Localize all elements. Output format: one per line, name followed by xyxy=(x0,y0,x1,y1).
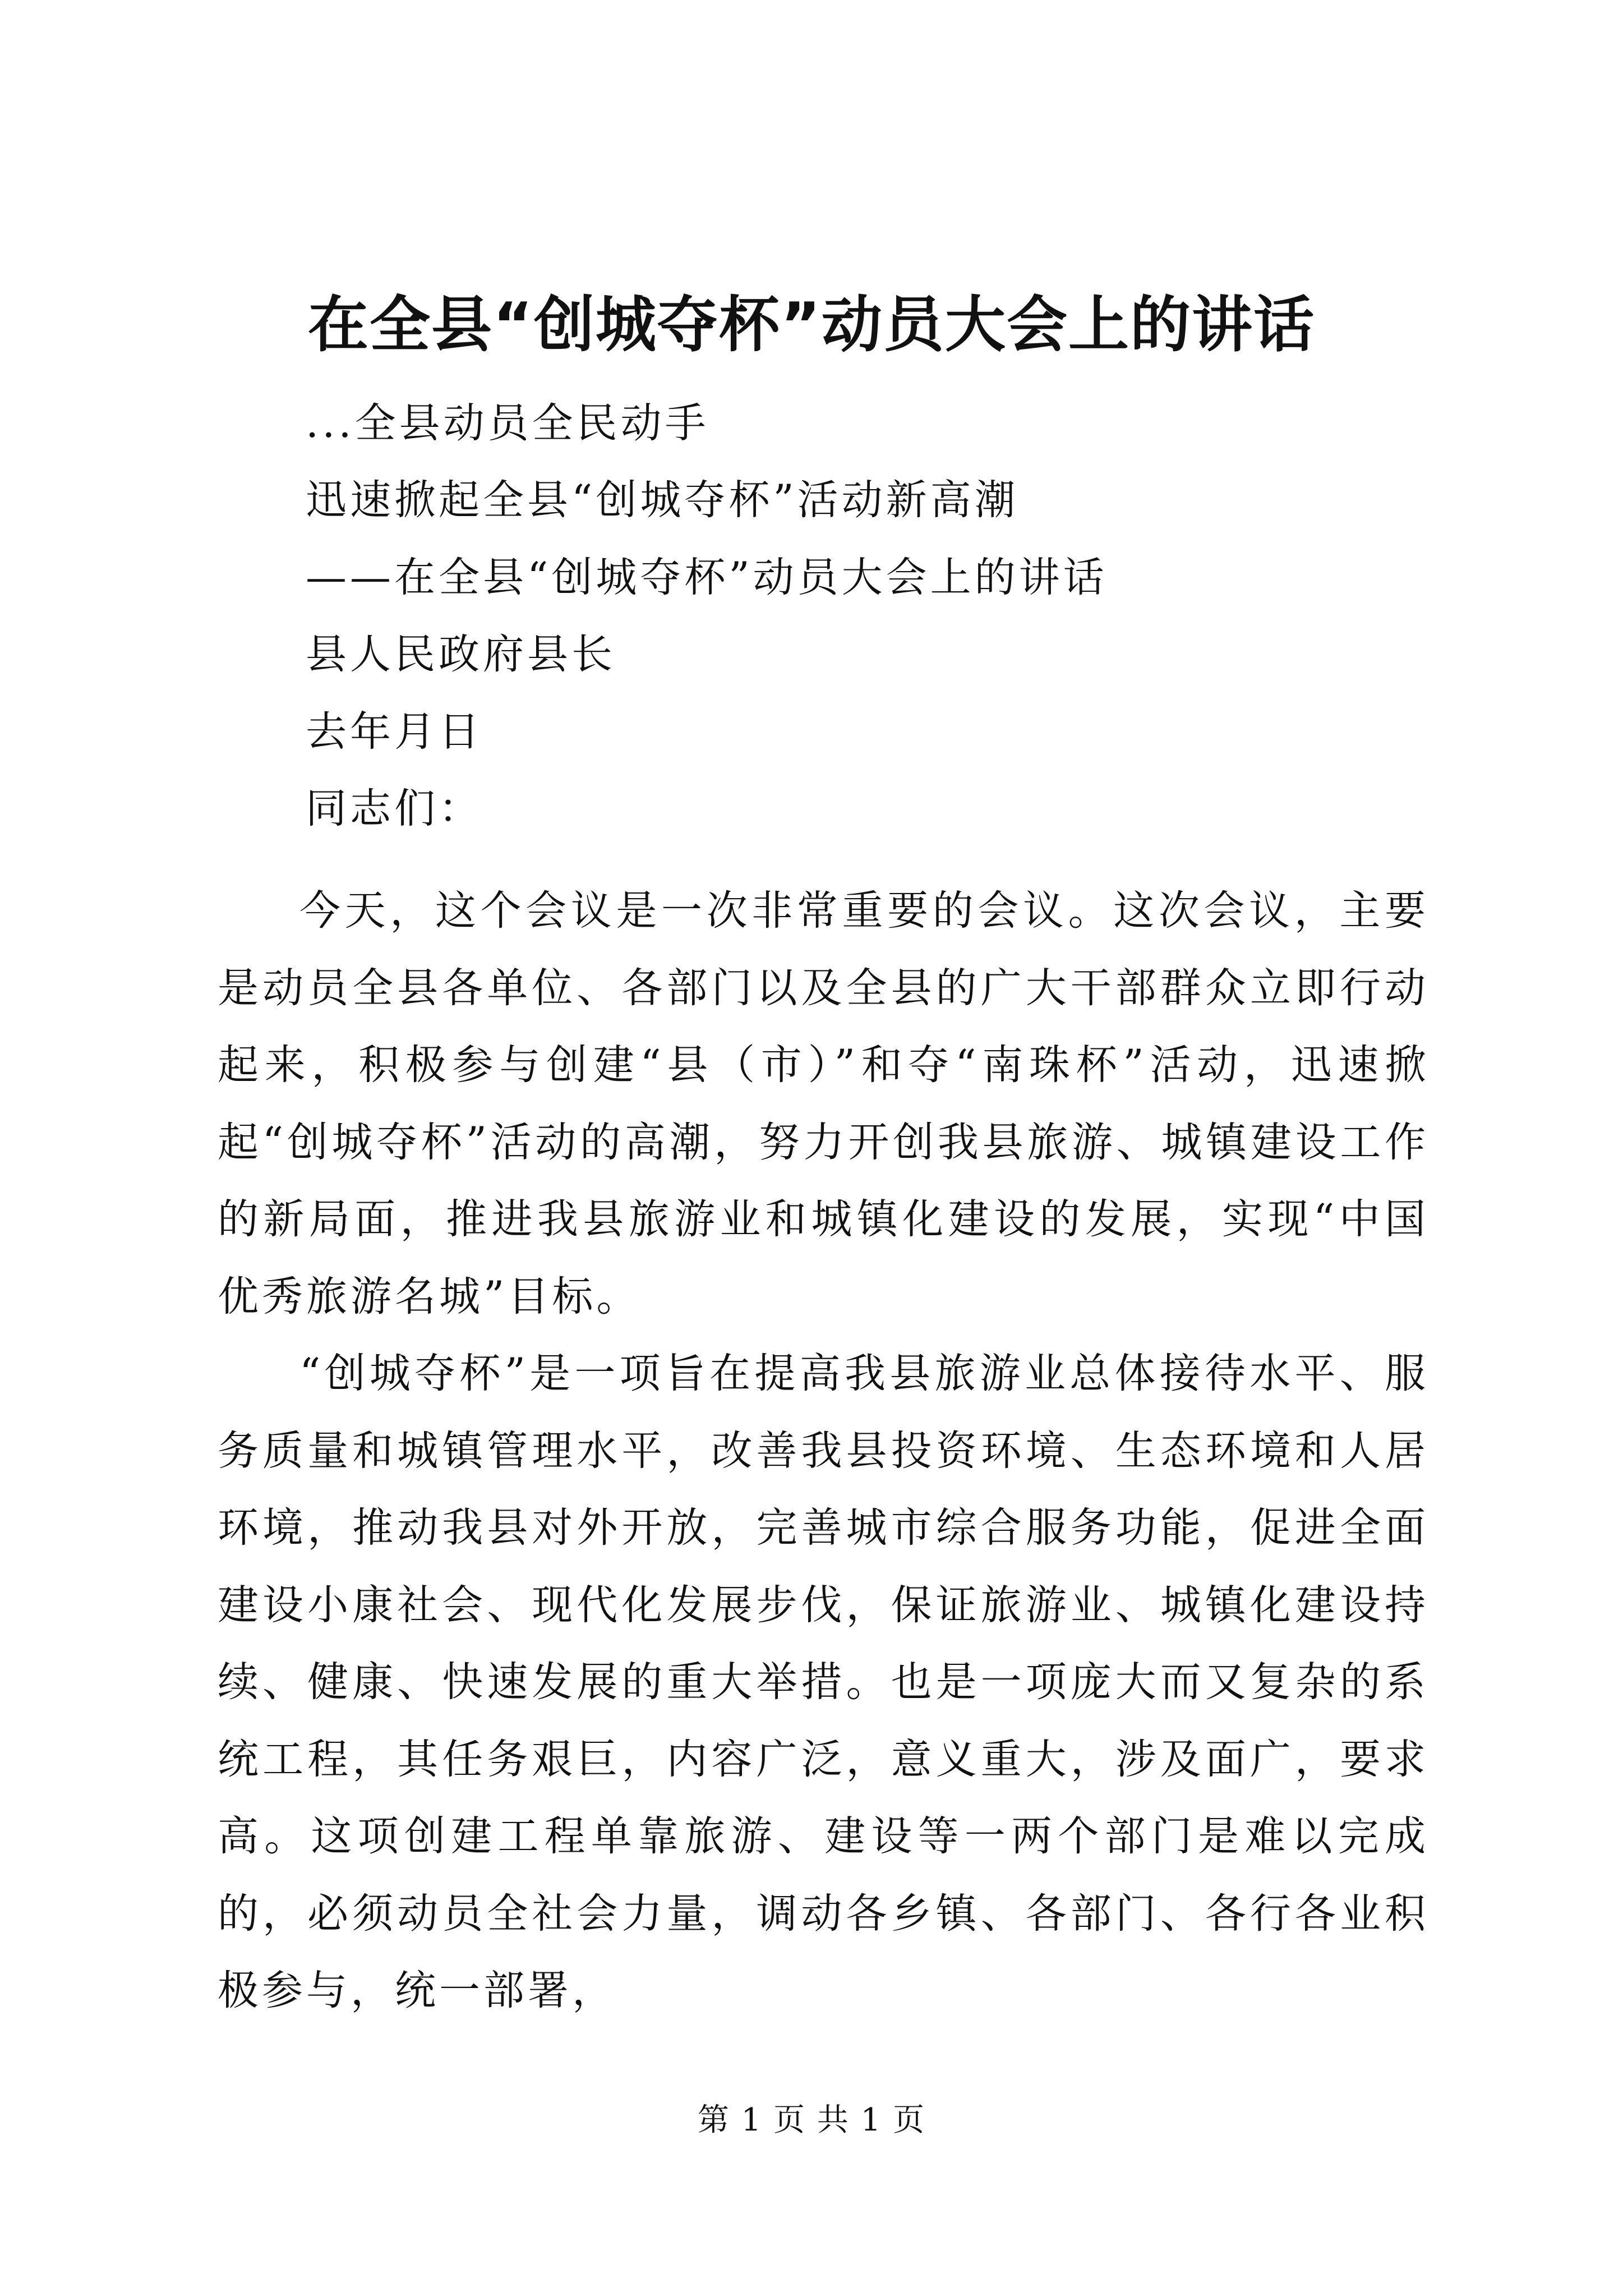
date-line: 去年月日 xyxy=(306,708,483,756)
salutation-line: 同志们： xyxy=(306,785,483,832)
document-title: 在全县“创城夺杯”动员大会上的讲话 xyxy=(308,290,1315,360)
speaker-line: 县人民政府县长 xyxy=(306,631,616,678)
body-paragraph: 今天，这个会议是一次非常重要的会议。这次会议，主要是动员全县各单位、各部门以及全县的广大干部群众立即行动起来，积极参与创建“县（市）”和夺“南珠杯”活动，迅速掀起“创城夺杯”活动的高潮，努力开创我县旅游、城镇建设工作的新局面，推进我县旅游业和城镇化建设的发展，实现“中国优秀旅游名城”目标。 xyxy=(218,887,1429,1320)
body-paragraph: “创城夺杯”是一项旨在提高我县旅游业总体接待水平、服务质量和城镇管理水平，改善我县投资环境、生态环境和人居环境，推动我县对外开放，完善城市综合服务功能，促进全面建设小康社会、现代化发展步伐，保证旅游业、城镇化建设持续、健康、快速发展的重大举措。也是一项庞大而又复杂的系统工程，其任务艰巨，内容广泛，意义重大，涉及面广，要求高。这项创建工程单靠旅游、建设等一两个部门是难以完成的，必须动员全社会力量，调动各乡镇、各部门、各行各业积极参与，统一部署， xyxy=(218,1350,1429,2014)
subtitle-line: ...全县动员全民动手 xyxy=(306,399,709,447)
headline-line: 迅速掀起全县“创城夺杯”活动新高潮 xyxy=(306,476,1019,524)
speech-subtitle-line: ——在全县“创城夺杯”动员大会上的讲话 xyxy=(306,554,1108,601)
document-body xyxy=(218,872,1429,2030)
page-footer: 第 1 页 共 1 页 xyxy=(697,2102,926,2138)
